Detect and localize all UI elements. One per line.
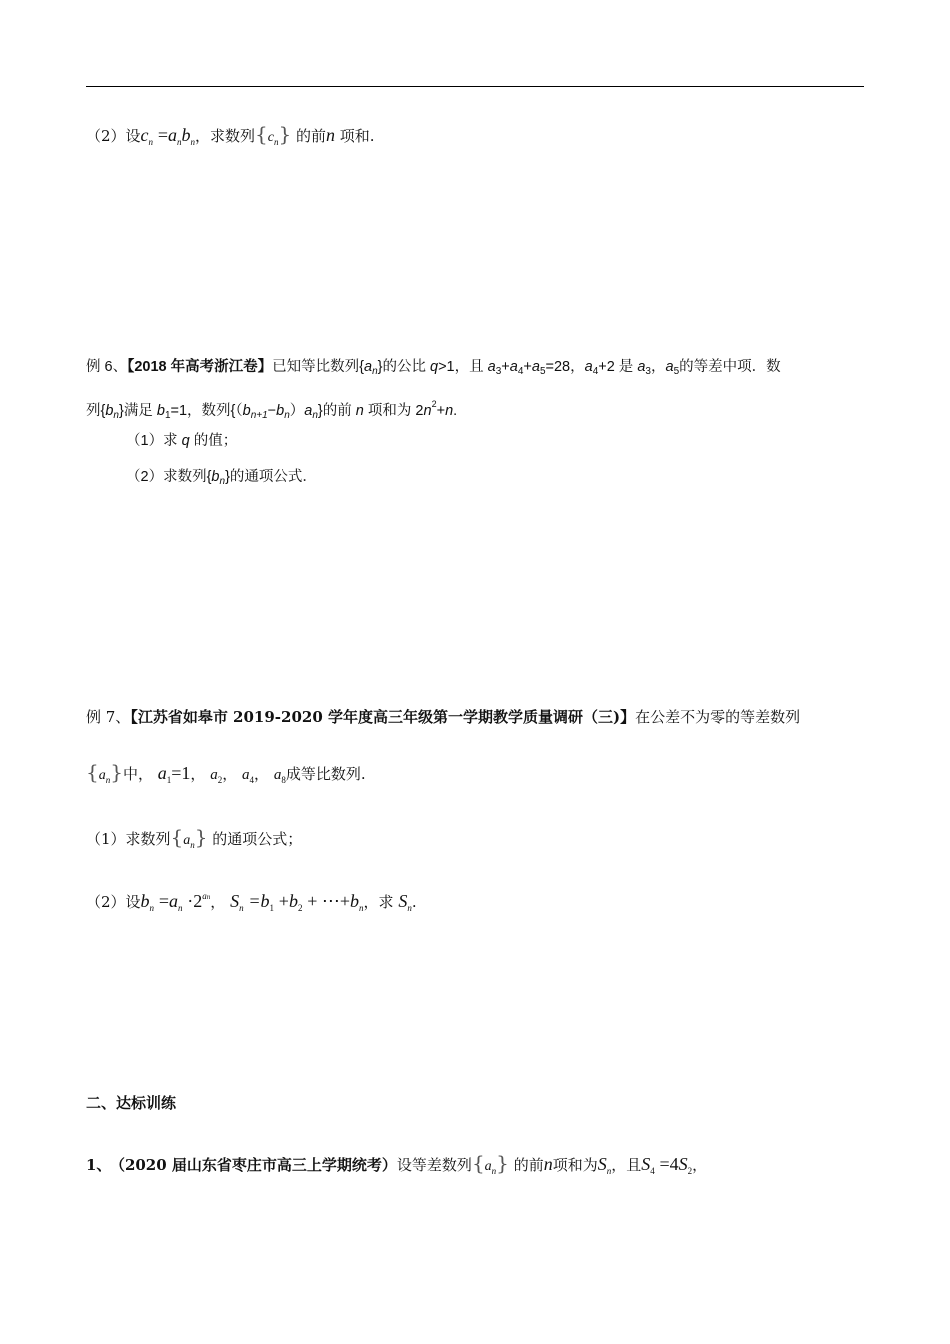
example-6-part-1: （1）求 q 的值；: [126, 433, 238, 449]
example-7-part-2: （2）设$b_n =a_n \cdot 2^{an}$， $S_n =b_1 +b_2$ + $\cdots+b_n$，求 $S_n$.: [86, 891, 417, 913]
example-6-line-1: 例 6、【2018 年高考浙江卷】已知等比数列$\{a_n\}$的公比 q>1，且 $a_3+a_4+a_5=28$，$a_4+2$ 是 $a_3$，$a_5$的等差中项．数: [86, 359, 781, 377]
section-2-title: 二、达标训练: [86, 1094, 177, 1112]
training-1-source: （2020 届山东省枣庄市高三上学期统考）: [117, 1156, 397, 1174]
example-6-part-2: （2）求数列$\{b_n\}$的通项公式．: [126, 469, 317, 487]
header-rule: [86, 86, 864, 87]
example-7-source: 【江苏省如皋市 2019-2020 学年度高三年级第一学期教学质量调研（三)】: [130, 708, 636, 726]
prev-question-part2: （2）设$c_n =a_nb_n$，求数列$\{c_n\}$ 的前n 项和.: [86, 122, 375, 147]
example-7-line-2: $\{a_n\}$中， $a_1=1$， $a_2$， $a_4$， $a_8$成等比数列.: [86, 760, 366, 785]
training-question-1: 1、 （2020 届山东省枣庄市高三上学期统考）设等差数列$\{a_n\}$ 的前n项和为$S_n$，且$S_4 =4S_2$，: [86, 1151, 708, 1176]
example-6-line-2: 列$\{b_n\}$满足 $b_1=1$，数列$\{(b_{n+1}-b_n)a_n\}$的前 n 项和为 $2n^2+n$.: [86, 399, 458, 421]
example-7-part-1: （1）求数列$\{a_n\}$ 的通项公式；: [86, 825, 303, 850]
example-7-line-1: 例 7、【江苏省如皋市 2019-2020 学年度高三年级第一学期教学质量调研（三)】在公差不为零的等差数列: [86, 708, 801, 726]
example-6-source: 【2018 年高考浙江卷】: [127, 359, 273, 375]
